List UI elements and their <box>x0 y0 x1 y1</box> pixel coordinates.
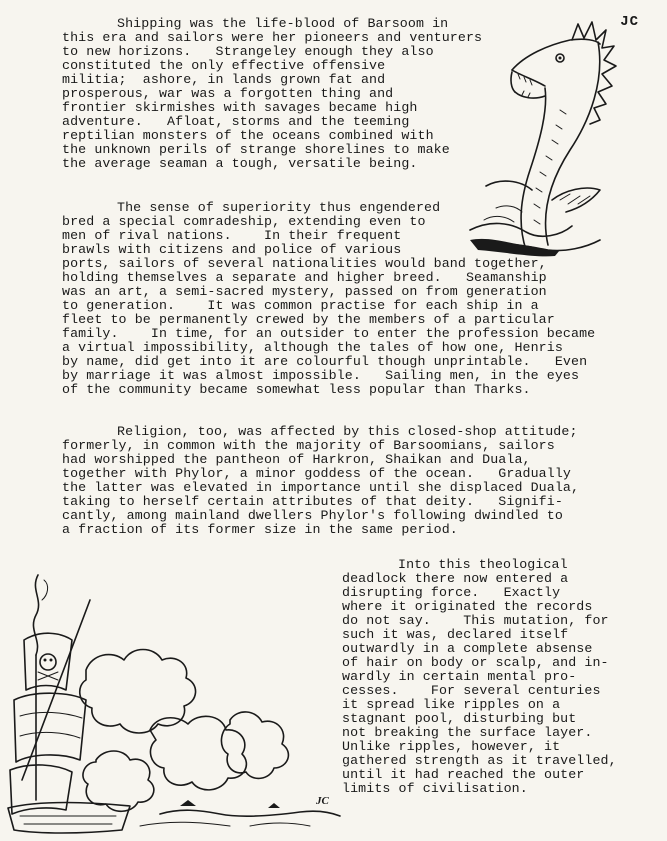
text-line: by marriage it was almost impossible. Sailing men, in the eyes <box>62 368 580 383</box>
text-line: holding themselves a separate and higher breed. Seamanship <box>62 270 547 285</box>
text-line: not breaking the surface layer. <box>342 725 593 740</box>
text-line: adventure. Afloat, storms and the teeming <box>62 114 410 129</box>
text-line: men of rival nations. In their frequent <box>62 228 402 243</box>
illustration-signature: JC <box>316 795 329 807</box>
text-line: Shipping was the life-blood of Barsoom in <box>117 16 449 31</box>
text-line: a virtual impossibility, although the tales of how one, Henris <box>62 340 563 355</box>
text-line: do not say. This mutation, for <box>342 613 609 628</box>
text-line: by name, did get into it are colourful though unprintable. Even <box>62 354 588 369</box>
text-line: was an art, a semi-sacred mystery, passed on from generation <box>62 284 547 299</box>
text-line: had worshipped the pantheon of Harkron, Shaikan and Duala, <box>62 452 531 467</box>
text-line: to generation. It was common practise for each ship in a <box>62 298 539 313</box>
text-line: gathered strength as it travelled, <box>342 753 617 768</box>
text-line: deadlock there now entered a <box>342 571 569 586</box>
text-line: Religion, too, was affected by this closed-shop attitude; <box>117 424 578 439</box>
text-line: the average seaman a tough, versatile being. <box>62 156 418 171</box>
text-line: taking to herself certain attributes of that deity. Signifi- <box>62 494 563 509</box>
text-line: fleet to be permanently crewed by the members of a particular <box>62 312 555 327</box>
text-line: the unknown perils of strange shorelines to make <box>62 142 450 157</box>
text-line: constituted the only effective offensive <box>62 58 386 73</box>
text-line: such it was, declared itself <box>342 627 569 642</box>
text-line: frontier skirmishes with savages became high <box>62 100 418 115</box>
text-line: formerly, in common with the majority of Barsoomians, sailors <box>62 438 555 453</box>
text-line: militia; ashore, in lands grown fat and <box>62 72 386 87</box>
text-line: a fraction of its former size in the same period. <box>62 522 458 537</box>
text-line: The sense of superiority thus engendered <box>117 200 441 215</box>
text-line: where it originated the records <box>342 599 593 614</box>
text-line: family. In time, for an outsider to enter the profession became <box>62 326 596 341</box>
text-line: outwardly in a complete absense <box>342 641 593 656</box>
text-line: limits of civilisation. <box>342 781 528 796</box>
text-line: of hair on body or scalp, and in- <box>342 655 609 670</box>
text-line: to new horizons. Strangeley enough they also <box>62 44 434 59</box>
text-line: it spread like ripples on a <box>342 697 561 712</box>
text-line: until it had reached the outer <box>342 767 585 782</box>
text-line: disrupting force. Exactly <box>342 585 561 600</box>
text-line: Into this theological <box>398 557 568 572</box>
text-line: this era and sailors were her pioneers and venturers <box>62 30 483 45</box>
text-line: cantly, among mainland dwellers Phylor's following dwindled to <box>62 508 563 523</box>
author-initials: JC <box>620 14 639 30</box>
text-line: the latter was elevated in importance until she displaced Duala, <box>62 480 580 495</box>
text-line: stagnant pool, disturbing but <box>342 711 577 726</box>
text-line: bred a special comradeship, extending even to <box>62 214 426 229</box>
text-line: ports, sailors of several nationalities would band together, <box>62 256 547 271</box>
text-line: together with Phylor, a minor goddess of the ocean. Gradually <box>62 466 572 481</box>
text-line: wardly in certain mental pro- <box>342 669 577 684</box>
text-line: of the community became somewhat less popular than Tharks. <box>62 382 531 397</box>
text-line: cesses. For several centuries <box>342 683 601 698</box>
text-line: reptilian monsters of the oceans combined with <box>62 128 434 143</box>
text-line: prosperous, war was a forgotten thing and <box>62 86 394 101</box>
text-line: brawls with citizens and police of various <box>62 242 402 257</box>
text-line: Unlike ripples, however, it <box>342 739 561 754</box>
